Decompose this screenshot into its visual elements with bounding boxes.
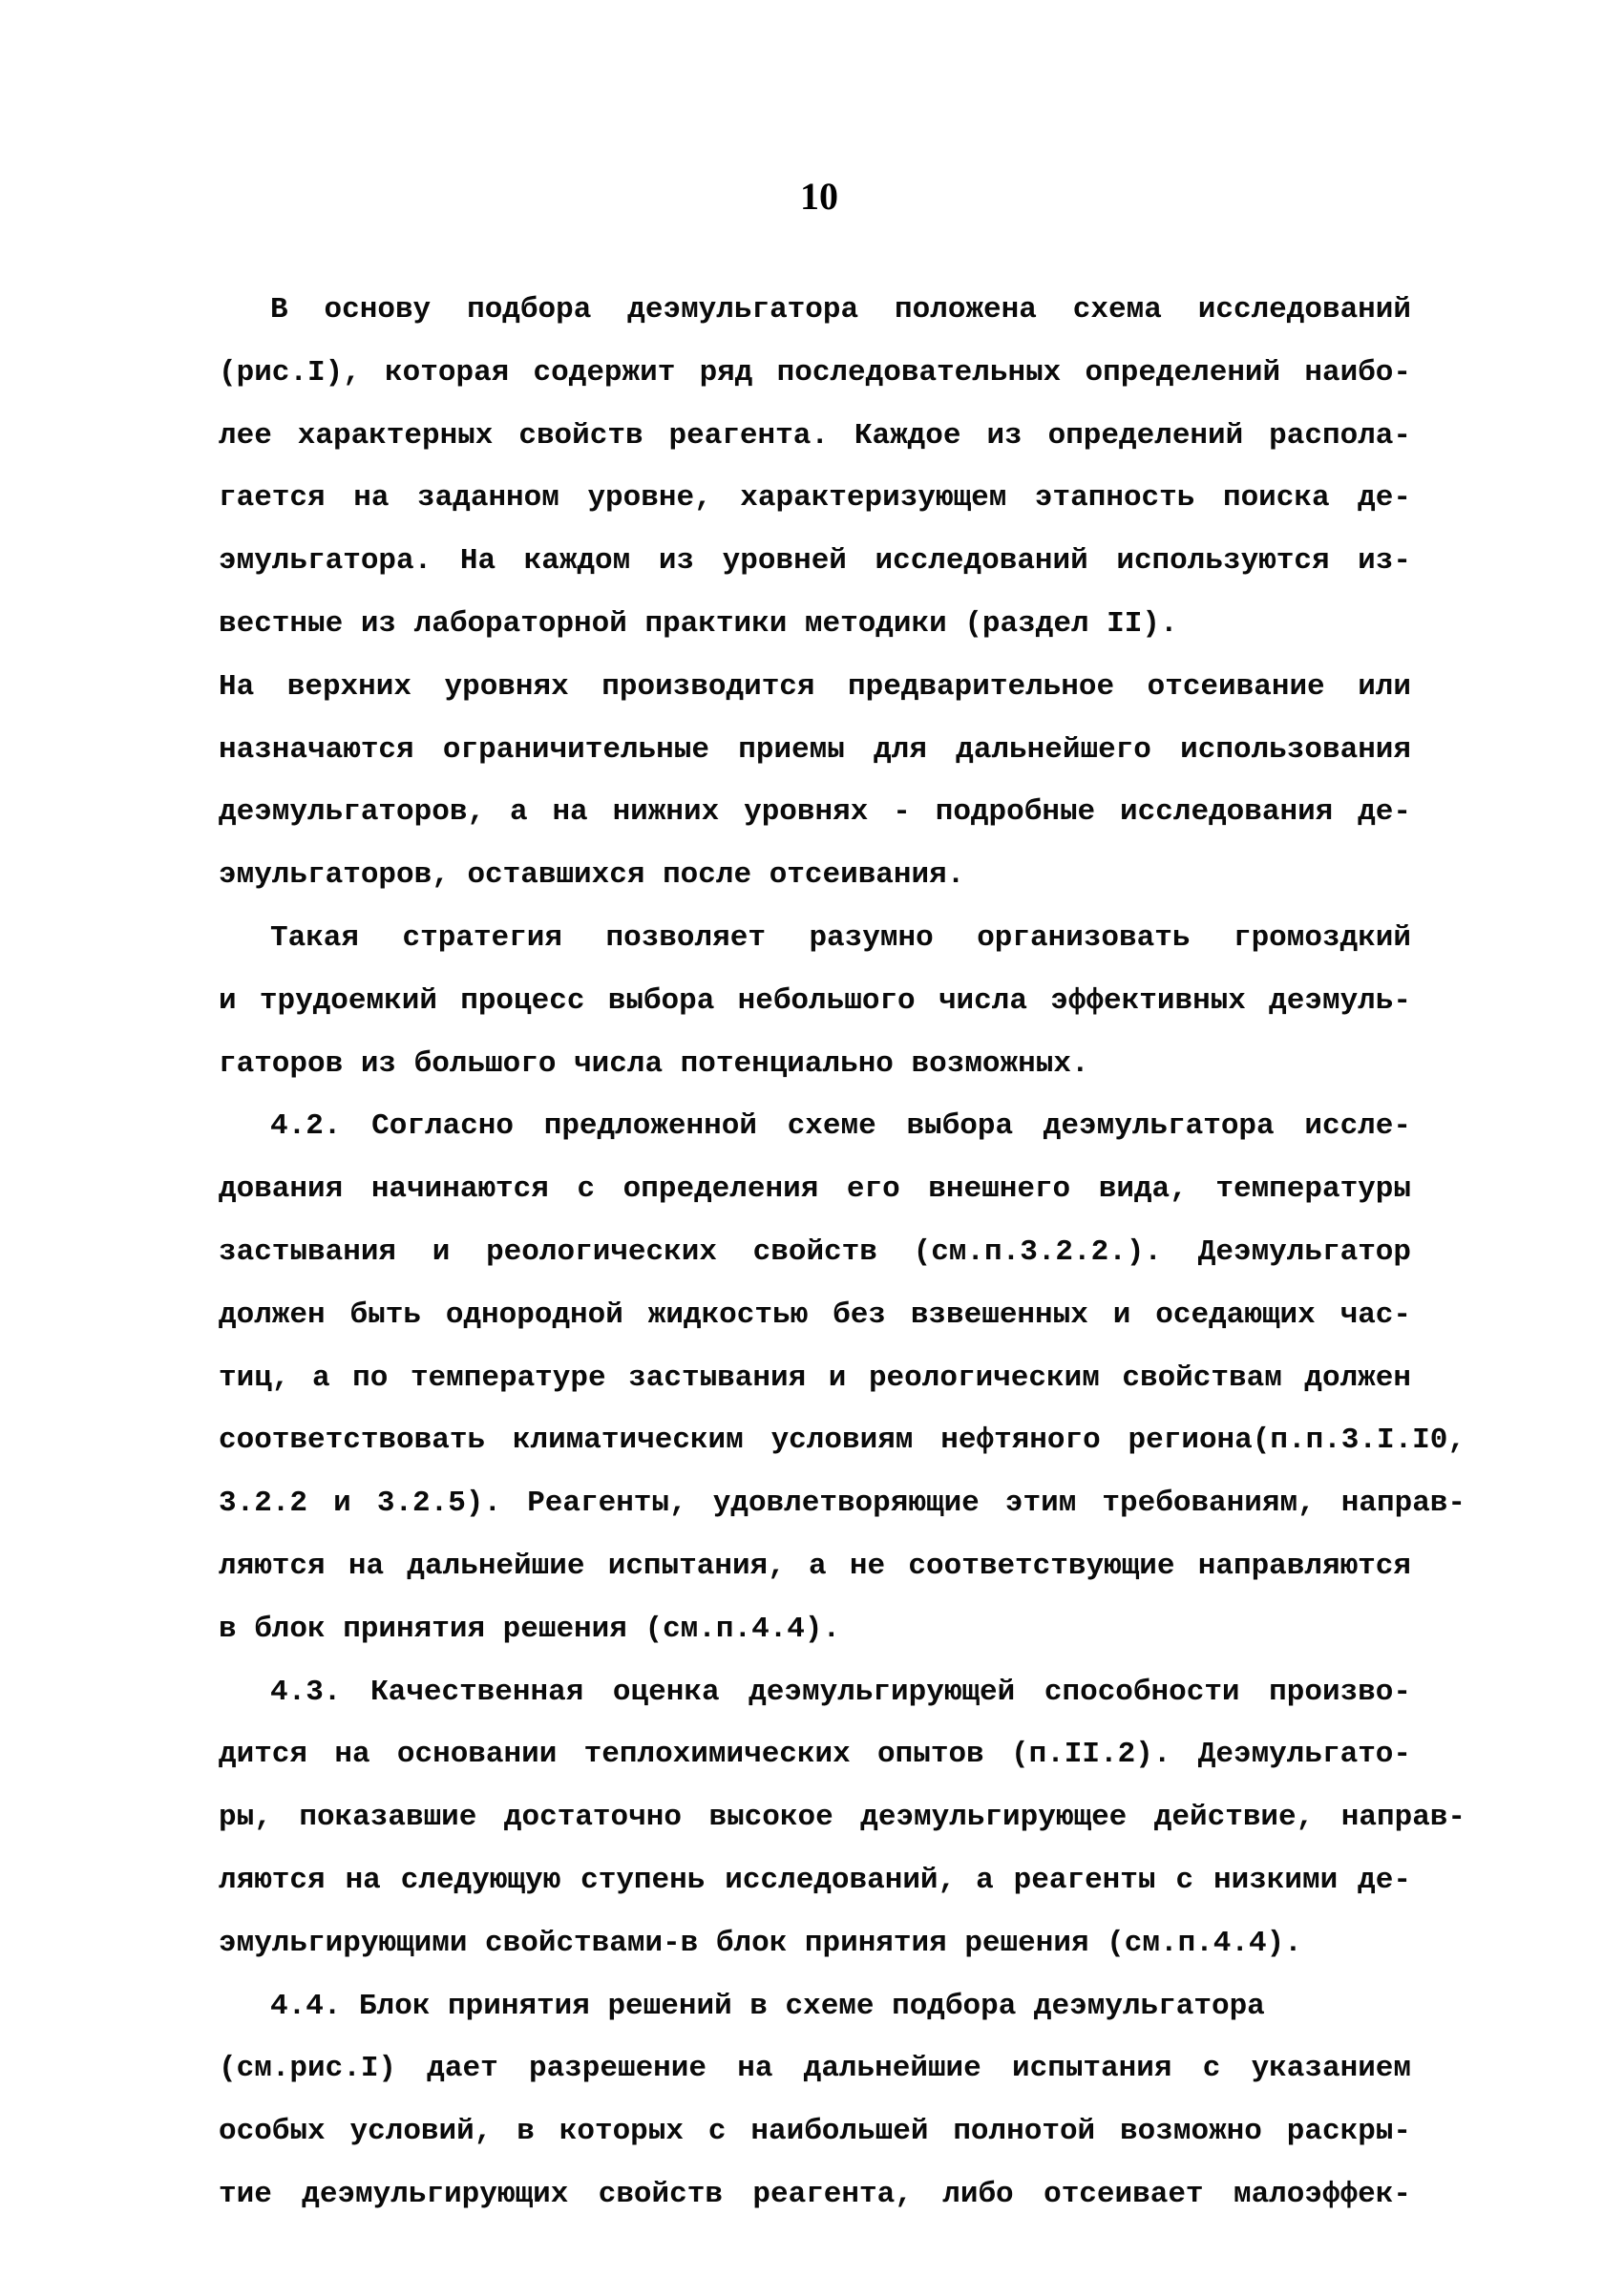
text-line: эмульгаторов, оставшихся после отсеивания. <box>219 858 965 892</box>
text-line: вестные из лабораторной практики методики (раздел II). <box>219 607 1178 641</box>
text-line: эмульгирующими свойствами-в блок принятия решения (см.п.4.4). <box>219 1927 1302 1960</box>
text-line: ры, показавшие достаточно высокое деэмульгирующее действие, направ- <box>219 1801 1466 1834</box>
text-line: в блок принятия решения (см.п.4.4). <box>219 1613 841 1646</box>
text-line: Такая стратегия позволяет разумно организовать громоздкий <box>270 921 1411 955</box>
text-line: гаторов из большого числа потенциально возможных. <box>219 1047 1089 1081</box>
text-line: лее характерных свойств реагента. Каждое из определений распола- <box>219 419 1411 453</box>
text-line: назначаются ограничительные приемы для дальнейшего использования <box>219 733 1411 767</box>
text-line: застывания и реологических свойств (см.п.3.2.2.). Деэмульгатор <box>219 1235 1411 1269</box>
text-line: тие деэмульгирующих свойств реагента, либо отсеивает малоэффек- <box>219 2178 1411 2211</box>
text-line: дится на основании теплохимических опытов (п.II.2). Деэмульгато- <box>219 1738 1411 1771</box>
text-line: ляются на дальнейшие испытания, а не соответствующие направляются <box>219 1550 1411 1583</box>
page-number: 10 <box>800 175 838 218</box>
text-line: эмульгатора. На каждом из уровней исследований используются из- <box>219 544 1411 578</box>
text-line: ляются на следующую ступень исследований, а реагенты с низкими де- <box>219 1864 1411 1897</box>
text-line: На верхних уровнях производится предварительное отсеивание или <box>219 670 1411 704</box>
text-line: В основу подбора деэмульгатора положена схема исследований <box>270 293 1411 327</box>
text-line: особых условий, в которых с наибольшей полнотой возможно раскры- <box>219 2115 1411 2148</box>
text-line: гается на заданном уровне, характеризующем этапность поиска де- <box>219 481 1411 515</box>
text-line: и трудоемкий процесс выбора небольшого числа эффективных деэмуль- <box>219 984 1411 1018</box>
text-line: 4.2. Согласно предложенной схеме выбора деэмульгатора иссле- <box>270 1109 1411 1143</box>
text-line: дования начинаются с определения его внешнего вида, температуры <box>219 1172 1411 1206</box>
text-line: (рис.I), которая содержит ряд последовательных определений наибо- <box>219 356 1411 390</box>
text-line: 3.2.2 и 3.2.5). Реагенты, удовлетворяющие этим требованиям, направ- <box>219 1487 1466 1520</box>
text-line: деэмульгаторов, а на нижних уровнях - подробные исследования де- <box>219 795 1411 829</box>
text-line: 4.3. Качественная оценка деэмульгирующей способности произво- <box>270 1676 1411 1709</box>
text-line: тиц, а по температуре застывания и реологическим свойствам должен <box>219 1361 1411 1395</box>
text-line: должен быть однородной жидкостью без взвешенных и оседающих час- <box>219 1298 1411 1332</box>
text-line: (см.рис.I) дает разрешение на дальнейшие испытания с указанием <box>219 2052 1411 2085</box>
text-line: соответствовать климатическим условиям нефтяного региона(п.п.3.I.I0, <box>219 1424 1466 1457</box>
text-line: 4.4. Блок принятия решений в схеме подбора деэмульгатора <box>270 1990 1265 2023</box>
